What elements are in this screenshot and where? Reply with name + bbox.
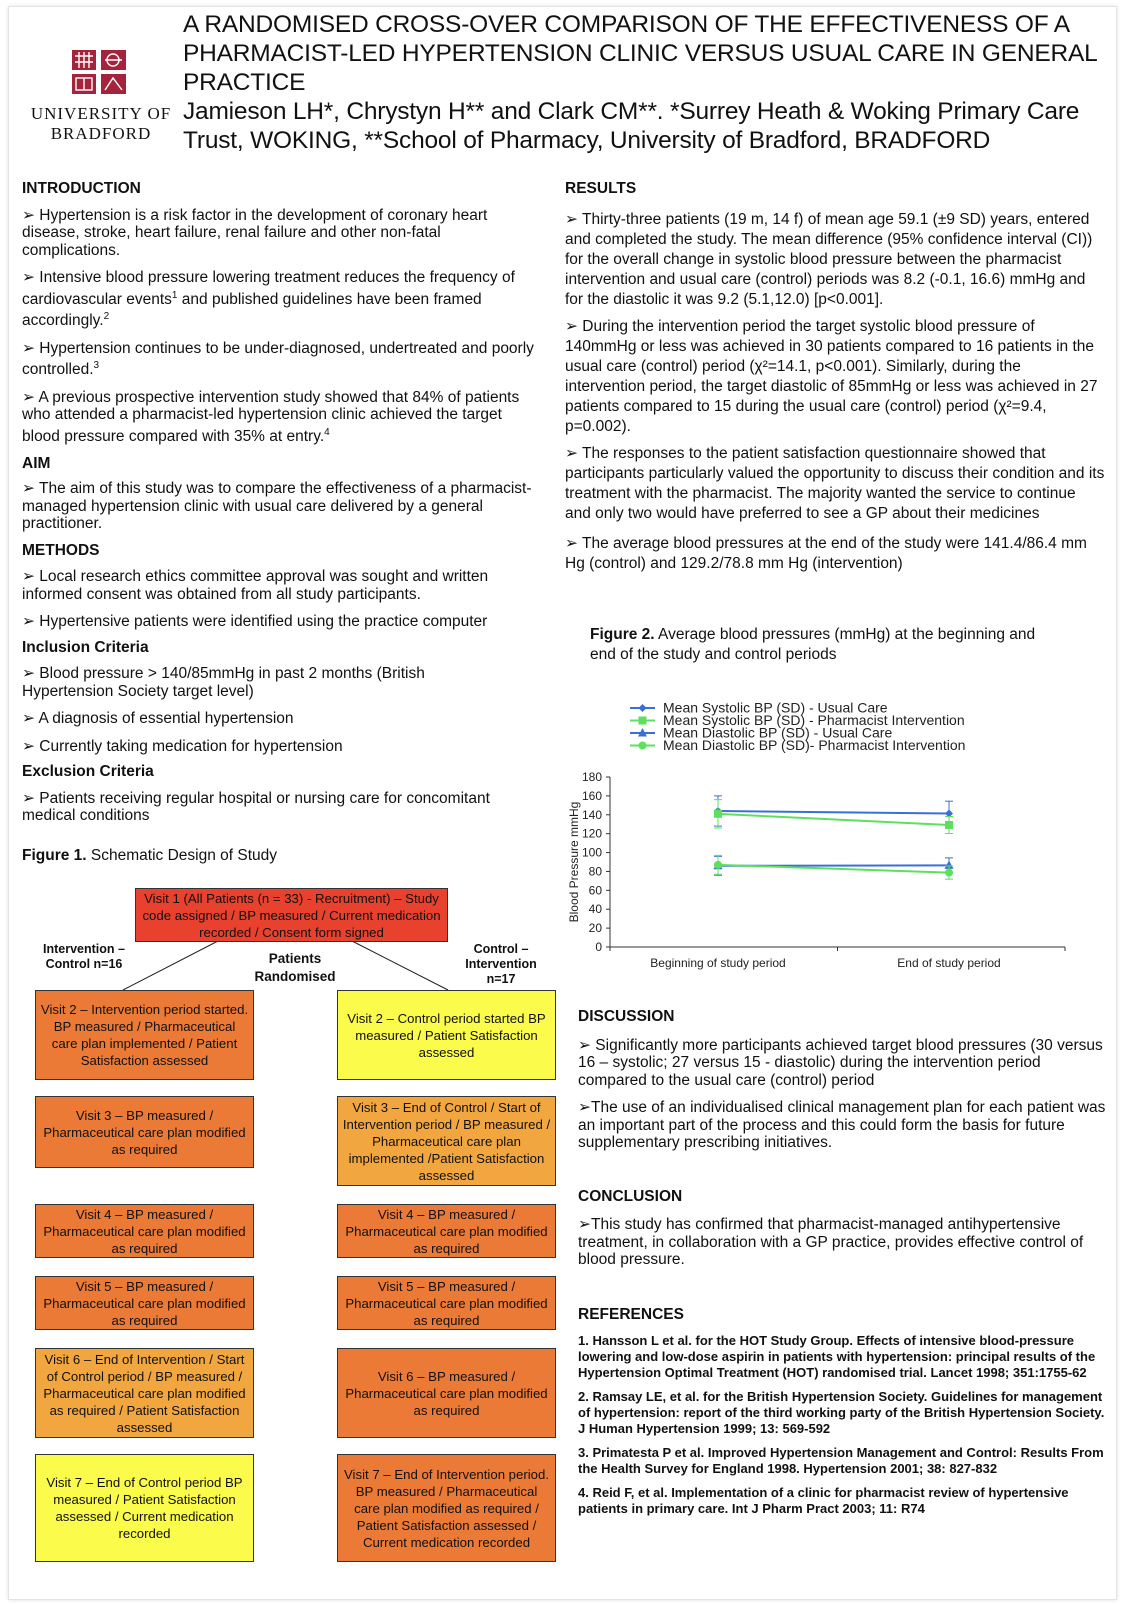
data-point bbox=[945, 821, 953, 829]
figure2-caption-text: Average blood pressures (mmHg) at the beginning and end of the study and control periods bbox=[590, 626, 1036, 663]
discussion-bullet-2: ➢The use of an individualised clinical management plan for each patient was an important part of the process and this could form the basis for future supplementary prescribing initiatives. bbox=[578, 1099, 1106, 1151]
inclusion-bullet-2-text: A diagnosis of essential hypertension bbox=[38, 710, 294, 728]
intro-bullet-3-text: Hypertension continues to be under-diagnosed, undertreated and poorly controlled. bbox=[22, 339, 534, 379]
legend-entry: Mean Diastolic BP (SD) - Usual Care bbox=[663, 724, 893, 741]
intro-bullet-2-text-a: Intensive blood pressure lowering treatment reduces the frequency of cardiovascular events bbox=[22, 269, 515, 308]
right-visit-4-box: Visit 4 – BP measured / Pharmaceutical care plan modified as required bbox=[337, 1204, 556, 1258]
intro-ref-1: 1 bbox=[171, 289, 178, 301]
results-bullet-3: ➢ The responses to the patient satisfaction questionnaire showed that participants particularly valued the opportunity to discuss their condition and its treatment with the pharmacist. The majority wanted the service to continue and only two would have preferred to see a GP about their medicines bbox=[565, 444, 1105, 522]
university-line-2: BRADFORD bbox=[50, 124, 152, 143]
conclusion-bullet: ➢This study has confirmed that pharmacist-managed antihypertensive treatment, in collaboration with a GP practice, provides effective control of blood pressure. bbox=[578, 1216, 1084, 1268]
poster-authors: Jamieson LH*, Chrystyn H** and Clark CM**. *Surrey Heath & Woking Primary Care Trust, WOKING, **School of Pharmacy, University of Bradford, BRADFORD bbox=[183, 98, 1080, 154]
inclusion-bullet-1: ➢ Blood pressure > 140/85mmHg in past 2 months (British Hypertension Society target level) bbox=[22, 665, 425, 700]
methods-bullet-1-text: Local research ethics committee approval was sought and written informed consent was obtained from all study participants. bbox=[22, 568, 489, 603]
x-tick-label: End of study period bbox=[897, 956, 1001, 970]
discussion-bullet-2-text: The use of an individualised clinical management plan for each patient was an important part of the process and this could form the basis for future supplementary prescribing initiatives. bbox=[578, 1099, 1106, 1151]
data-point bbox=[945, 869, 953, 877]
university-line-1: UNIVERSITY OF bbox=[30, 104, 172, 123]
intro-bullet-1: ➢ Hypertension is a risk factor in the development of coronary heart disease, stroke, heart failure, renal failure and other non-fatal complications. bbox=[22, 206, 488, 259]
introduction-heading: INTRODUCTION bbox=[22, 180, 141, 197]
left-visit-2-box: Visit 2 – Intervention period started. BP measured / Pharmaceutical care plan implemented / Patient Satisfaction assessed bbox=[35, 990, 254, 1080]
references-list bbox=[578, 1333, 1108, 1517]
reference-item: 1. Hansson L et al. for the HOT Study Group. Effects of intensive blood-pressure lowering and low-dose aspirin in patients with hypertension: principal results of the Hypertension Optimal Treatment (HOT) randomised trial. Lancet 1998; 351:1755-62 bbox=[578, 1333, 1096, 1380]
left-visit-6-box: Visit 6 – End of Intervention / Start of Control period / BP measured / Pharmaceutical care plan modified as required / Patient Satisfaction assessed bbox=[35, 1348, 254, 1438]
data-point bbox=[714, 810, 722, 818]
aim-text: The aim of this study was to compare the effectiveness of a pharmacist-managed hypertension clinic with usual care delivered by a general practitioner. bbox=[22, 480, 532, 533]
results-bullet-4: ➢ The average blood pressures at the end of the study were 141.4/86.4 mm Hg (control) and 129.2/78.8 mm Hg (intervention) bbox=[565, 534, 1087, 572]
results-section bbox=[565, 180, 1105, 574]
intro-bullet-4: ➢ A previous prospective intervention study showed that 84% of patients who attended a pharmacist-led hypertension clinic achieved the target blood pressure compared with 35% at entry.$^4$ bbox=[22, 388, 520, 446]
figure2-caption-label: Figure 2. bbox=[590, 626, 655, 643]
y-tick-label: 160 bbox=[581, 788, 602, 803]
results-heading: RESULTS bbox=[565, 180, 637, 197]
results-bullet-2-text: During the intervention period the target systolic blood pressure of 140mmHg or less was achieved in 30 patients compared to 16 patients in the usual care (control) period (χ²=14.1, p<0.001). Similarly, during the intervention period, the target diastolic of 85mmHg or less was achieved in 27 patients compared to 15 during the usual care (control) period (χ²=9.4, p=0.002). bbox=[565, 317, 1098, 435]
inclusion-bullet-3: ➢ Currently taking medication for hypertension bbox=[22, 737, 343, 755]
inclusion-bullet-3-text: Currently taking medication for hypertension bbox=[39, 737, 343, 755]
inclusion-bullet-2: ➢ A diagnosis of essential hypertension bbox=[22, 710, 294, 728]
intro-ref-3: 3 bbox=[93, 360, 100, 372]
y-tick-label: 60 bbox=[588, 883, 602, 898]
intro-bullet-1-text: Hypertension is a risk factor in the development of coronary heart disease, stroke, heart failure, renal failure and other non-fatal complications. bbox=[22, 206, 488, 259]
results-bullet-4-text: The average blood pressures at the end of the study were 141.4/86.4 mm Hg (control) and 129.2/78.8 mm Hg (intervention) bbox=[565, 534, 1087, 572]
discussion-heading: DISCUSSION bbox=[578, 1008, 675, 1025]
legend-marker bbox=[639, 704, 647, 712]
y-tick-label: 180 bbox=[581, 770, 602, 784]
inclusion-heading: Inclusion Criteria bbox=[22, 638, 149, 656]
data-point bbox=[714, 861, 722, 869]
right-visit-6-box: Visit 6 – BP measured / Pharmaceutical care plan modified as required bbox=[337, 1348, 556, 1438]
aim-bullet: ➢ The aim of this study was to compare the effectiveness of a pharmacist-managed hypertension clinic with usual care delivered by a general practitioner. bbox=[22, 480, 532, 533]
exclusion-bullet-1: ➢ Patients receiving regular hospital or nursing care for concomitant medical conditions bbox=[22, 789, 490, 825]
methods-bullet-2: ➢ Hypertensive patients were identified using the practice computer bbox=[22, 613, 488, 631]
y-tick-label: 80 bbox=[588, 864, 602, 879]
left-visit-5-box: Visit 5 – BP measured / Pharmaceutical care plan modified as required bbox=[35, 1276, 254, 1330]
series-line-1 bbox=[718, 811, 949, 813]
left-visit-7-box: Visit 7 – End of Control period BP measured / Patient Satisfaction assessed / Current medication recorded bbox=[35, 1454, 254, 1562]
visit-1-box: Visit 1 (All Patients (n = 33) - Recruitment) – Study code assigned / BP measured / Current medication recorded / Consent form signed bbox=[135, 888, 448, 942]
right-visit-5-box: Visit 5 – BP measured / Pharmaceutical care plan modified as required bbox=[337, 1276, 556, 1330]
results-bullet-1-text: Thirty-three patients (19 m, 14 f) of mean age 59.1 (±9 SD) years, entered and completed the study. The mean difference (95% confidence interval (CI)) for the overall change in systolic blood pressure between the pharmacist intervention and usual care (control) periods was 8.2 (-0.1, 16.6) mmHg and for the diastolic it was 9.2 (5.1,12.0) [p<0.001]. bbox=[565, 210, 1093, 308]
legend-entry: Mean Systolic BP (SD) - Pharmacist Intervention bbox=[663, 712, 965, 728]
right-visit-7-box: Visit 7 – End of Intervention period. BP measured / Pharmaceutical care plan modified as required / Patient Satisfaction assessed / Current medication recorded bbox=[337, 1454, 556, 1562]
discussion-bullet-1-text: Significantly more participants achieved target blood pressures (30 versus 16 – systolic; 27 versus 15 - diastolic) during the intervention period compared to the usual care (control) period bbox=[578, 1036, 1103, 1089]
results-bullet-2: ➢ During the intervention period the target systolic blood pressure of 140mmHg or less was achieved in 30 patients compared to 16 patients in the usual care (control) period (χ²=14.1, p<0.001). Similarly, during the intervention period, the target diastolic of 85mmHg or less was achieved in 27 patients compared to 15 during the usual care (control) period (χ²=9.4, p=0.002). bbox=[565, 317, 1098, 435]
intro-ref-4: 4 bbox=[324, 426, 330, 438]
discussion-section bbox=[578, 1008, 1108, 1517]
results-bullet-3-text: The responses to the patient satisfaction questionnaire showed that participants particularly valued the opportunity to discuss their condition and its treatment with the pharmacist. The majority wanted the service to continue and only two would have preferred to see a GP about their medicines bbox=[565, 444, 1105, 522]
intro-bullet-3: ➢ Hypertension continues to be under-diagnosed, undertreated and poorly controlled.$^3$ bbox=[22, 339, 534, 379]
left-visit-4-box: Visit 4 – BP measured / Pharmaceutical care plan modified as required bbox=[35, 1204, 254, 1258]
methods-bullet-2-text: Hypertensive patients were identified using the practice computer bbox=[39, 613, 488, 631]
y-tick-label: 20 bbox=[588, 921, 602, 936]
methods-heading: METHODS bbox=[22, 541, 100, 559]
control-intervention-label: Control – Intervention n=17 bbox=[465, 942, 537, 986]
intro-bullet-2-text-b: and published guidelines have been framed accordingly. bbox=[22, 290, 482, 330]
y-tick-label: 100 bbox=[581, 845, 602, 860]
aim-heading: AIM bbox=[22, 454, 51, 472]
legend-marker bbox=[639, 717, 647, 725]
reference-item: 4. Reid F, et al. Implementation of a clinic for pharmacist review of hypertensive patients in primary care. Int J Pharm Pract 2003; 11: R74 bbox=[578, 1485, 1069, 1516]
intro-bullet-2: ➢ Intensive blood pressure lowering treatment reduces the frequency of cardiovascular events$^1$ and published guidelines have been framed accordingly.$^2$ bbox=[22, 269, 515, 330]
right-visit-2-box: Visit 2 – Control period started BP measured / Patient Satisfaction assessed bbox=[337, 990, 556, 1080]
exclusion-bullet-1-text: Patients receiving regular hospital or nursing care for concomitant medical conditions bbox=[22, 789, 490, 825]
right-visit-3-box: Visit 3 – End of Control / Start of Intervention period / BP measured / Pharmaceutical care plan implemented /Patient Satisfaction assessed bbox=[337, 1096, 556, 1186]
y-axis-label: Blood Pressure mmHg bbox=[567, 801, 581, 923]
left-visit-3-box: Visit 3 – BP measured / Pharmaceutical care plan modified as required bbox=[35, 1096, 254, 1168]
figure2-caption bbox=[590, 625, 1060, 665]
y-tick-label: 140 bbox=[581, 807, 602, 822]
figure1-caption-label: Figure 1. bbox=[22, 847, 87, 864]
inclusion-bullet-1-text: Blood pressure > 140/85mmHg in past 2 months (British Hypertension Society target level) bbox=[22, 665, 425, 700]
exclusion-heading: Exclusion Criteria bbox=[22, 763, 154, 781]
legend-marker bbox=[639, 742, 647, 750]
poster-title: A RANDOMISED CROSS-OVER COMPARISON OF THE EFFECTIVENESS OF A PHARMACIST-LED HYPERTENSION CLINIC VERSUS USUAL CARE IN GENERAL PRACTICE bbox=[183, 11, 1097, 96]
conclusion-text: This study has confirmed that pharmacist-managed antihypertensive treatment, in collaboration with a GP practice, provides effective control of blood pressure. bbox=[578, 1216, 1084, 1268]
intervention-control-label: Intervention – Control n=16 bbox=[43, 942, 125, 971]
conclusion-heading: CONCLUSION bbox=[578, 1187, 683, 1205]
series-line-2 bbox=[718, 814, 949, 825]
legend-entry: Mean Diastolic BP (SD)- Pharmacist Intervention bbox=[663, 737, 966, 753]
y-tick-label: 0 bbox=[595, 940, 602, 954]
intro-bullet-4-text: A previous prospective intervention study showed that 84% of patients who attended a pharmacist-led hypertension clinic achieved the target blood pressure compared with 35% at entry. bbox=[22, 388, 520, 446]
blood-pressure-chart bbox=[555, 700, 1095, 1000]
intro-ref-2: 2 bbox=[103, 311, 110, 323]
references-heading: REFERENCES bbox=[578, 1305, 684, 1323]
patients-randomised-label: Patients Randomised bbox=[254, 951, 336, 984]
reference-item: 2. Ramsay LE, et al. for the British Hypertension Society. Guidelines for management of hypertension: report of the third working party of the British Hypertension Society. J Human Hypertension 1999; 13: 569-592 bbox=[578, 1389, 1105, 1436]
discussion-bullet-1: ➢ Significantly more participants achieved target blood pressures (30 versus 16 – systolic; 27 versus 15 - diastolic) during the intervention period compared to the usual care (control) period bbox=[578, 1036, 1103, 1089]
methods-bullet-1: ➢ Local research ethics committee approval was sought and written informed consent was obtained from all study participants. bbox=[22, 568, 489, 603]
legend-entry: Mean Systolic BP (SD) - Usual Care bbox=[663, 700, 888, 716]
y-tick-label: 120 bbox=[581, 826, 602, 841]
reference-item: 3. Primatesta P et al. Improved Hypertension Management and Control: Results From the Health Survey for England 1998. Hypertension 2001; 38: 827-832 bbox=[578, 1445, 1104, 1476]
y-tick-label: 40 bbox=[588, 902, 602, 917]
figure1-caption-text: Schematic Design of Study bbox=[86, 847, 278, 864]
x-tick-label: Beginning of study period bbox=[650, 956, 786, 970]
results-bullet-1: ➢ Thirty-three patients (19 m, 14 f) of mean age 59.1 (±9 SD) years, entered and completed the study. The mean difference (95% confidence interval (CI)) for the overall change in systolic blood pressure between the pharmacist intervention and usual care (control) periods was 8.2 (-0.1, 16.6) mmHg and for the diastolic it was 9.2 (5.1,12.0) [p<0.001]. bbox=[565, 210, 1093, 308]
